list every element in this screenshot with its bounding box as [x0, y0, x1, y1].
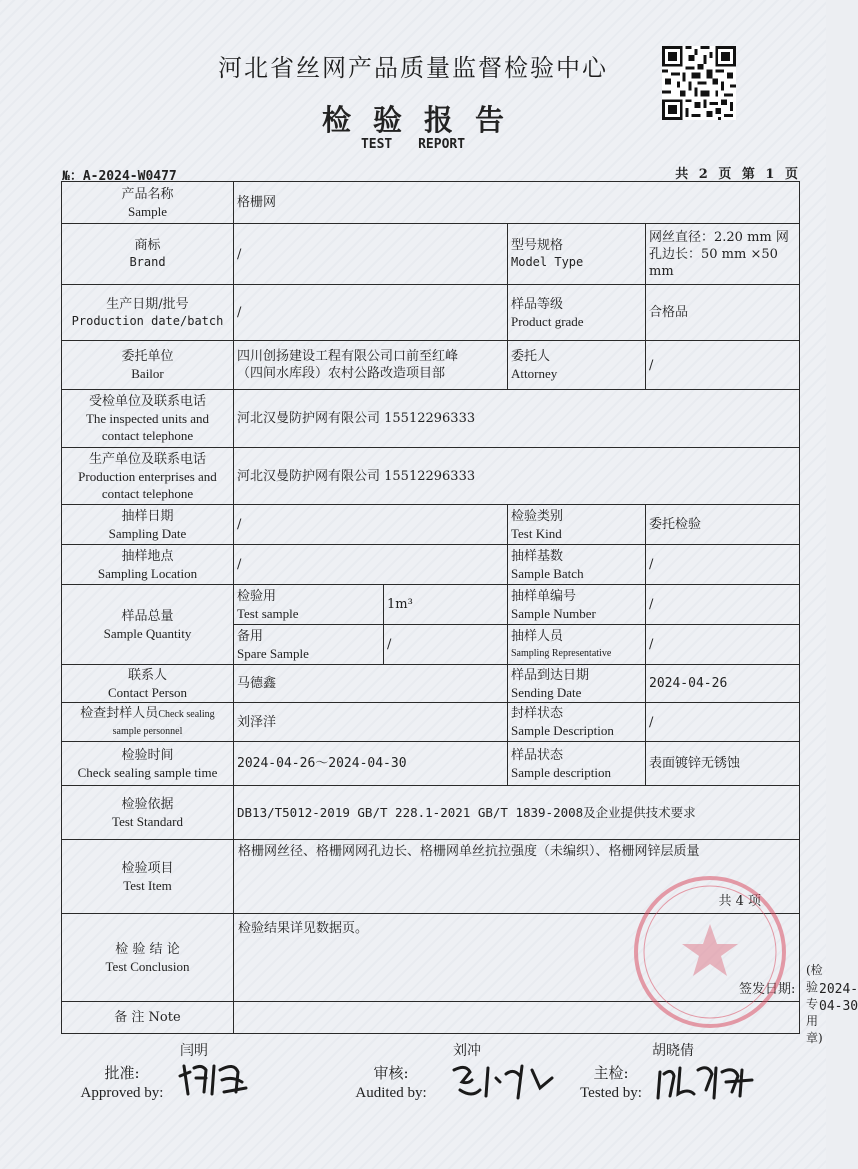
row-bailor — [62, 341, 800, 390]
report-number: №：A-2024-W0477 — [62, 169, 177, 184]
value-sample-status: 表面镀锌无锈蚀 — [646, 742, 800, 786]
row-producer — [62, 448, 800, 505]
audited-by-label: 审核: Audited by: — [355, 1064, 427, 1101]
row-test-item — [62, 840, 800, 914]
value-test-item — [234, 840, 800, 914]
row-sampling-location — [62, 545, 800, 585]
value-sending-date: 2024-04-26 — [646, 665, 800, 703]
label-contact: 联系人 Contact Person — [62, 665, 234, 703]
value-brand: / — [234, 224, 508, 285]
row-sample — [62, 182, 800, 224]
approver-name: 闫明 — [180, 1043, 208, 1059]
row-test-sample — [62, 585, 800, 625]
label-test-kind: 检验类别 Test Kind — [508, 505, 646, 545]
value-production-date: / — [234, 285, 508, 341]
row-standard — [62, 786, 800, 840]
label-grade: 样品等级 Product grade — [508, 285, 646, 341]
value-sampling-date: / — [234, 505, 508, 545]
value-test-sample: 1m³ — [384, 585, 508, 625]
value-sampling-rep: / — [646, 625, 800, 665]
label-brand: 商标 Brand — [62, 224, 234, 285]
value-inspected: 河北汉曼防护网有限公司 15512296333 — [234, 390, 800, 448]
label-sample: 产品名称 Sample — [62, 182, 234, 224]
label-standard: 检验依据 Test Standard — [62, 786, 234, 840]
label-attorney: 委托人 Attorney — [508, 341, 646, 390]
tester-name: 胡晓倩 — [652, 1043, 694, 1059]
approver-signature-icon — [176, 1058, 256, 1100]
value-sampling-location: / — [234, 545, 508, 585]
label-sampling-rep: 抽样人员 Sampling Representative — [508, 625, 646, 665]
conclusion-text: 检验结果详见数据页。 — [238, 921, 369, 936]
page-count: 共 2 页 第 1 页 — [675, 167, 798, 182]
value-note — [234, 1002, 800, 1034]
value-attorney: / — [646, 341, 800, 390]
label-sample-batch: 抽样基数 Sample Batch — [508, 545, 646, 585]
tested-by-label: 主检: Tested by: — [580, 1064, 642, 1101]
value-spare-sample: / — [384, 625, 508, 665]
qr-code-icon — [662, 46, 736, 120]
label-test-item: 检验项目 Test Item — [62, 840, 234, 914]
row-sampling-date — [62, 505, 800, 545]
value-seal-personnel: 刘泽洋 — [234, 703, 508, 742]
value-check-time: 2024-04-26～2024-04-30 — [234, 742, 508, 786]
label-conclusion: 检 验 结 论 Test Conclusion — [62, 914, 234, 1002]
value-sample-number: / — [646, 585, 800, 625]
value-conclusion — [234, 914, 858, 1045]
value-bailor: 四川创扬建设工程有限公司口前至红峰 （四间水库段）农村公路改造项目部 — [234, 341, 508, 390]
test-item-count: 共 4 项 — [718, 894, 762, 909]
report-title: 检验报告 — [321, 103, 526, 137]
row-brand — [62, 224, 800, 285]
label-seal-status: 封样状态 Sample Description — [508, 703, 646, 742]
label-model: 型号规格 Model Type — [508, 224, 646, 285]
label-sampling-date: 抽样日期 Sampling Date — [62, 505, 234, 545]
auditor-signature-icon — [448, 1060, 558, 1102]
label-note: 备 注 Note — [62, 1002, 234, 1034]
seal-caption: (检验专用章) — [806, 963, 823, 1045]
value-grade: 合格品 — [646, 285, 800, 341]
label-production-date: 生产日期/批号 Production date/batch — [62, 285, 234, 341]
label-check-time: 检验时间 Check sealing sample time — [62, 742, 234, 786]
approved-by-label: 批准: Approved by: — [80, 1064, 164, 1101]
label-inspected: 受检单位及联系电话 The inspected units and contact telephone — [62, 390, 234, 448]
test-item-list: 格栅网丝径、格栅网网孔边长、格栅网单丝抗拉强度（未编织）、格栅网锌层质量 — [238, 844, 700, 859]
organization-name: 河北省丝网产品质量监督检验中心 — [218, 54, 608, 82]
tester-signature-icon — [654, 1060, 758, 1104]
row-production — [62, 285, 800, 341]
label-sample-quantity: 样品总量 Sample Quantity — [62, 585, 234, 665]
row-contact — [62, 665, 800, 703]
value-seal-status: / — [646, 703, 800, 742]
value-sample: 格栅网 — [234, 182, 800, 224]
row-check-time — [62, 742, 800, 786]
label-sample-number: 抽样单编号 Sample Number — [508, 585, 646, 625]
row-inspected — [62, 390, 800, 448]
label-producer: 生产单位及联系电话 Production enterprises and contact telephone — [62, 448, 234, 505]
label-sampling-location: 抽样地点 Sampling Location — [62, 545, 234, 585]
value-sample-batch: / — [646, 545, 800, 585]
row-seal-personnel — [62, 703, 800, 742]
value-producer: 河北汉曼防护网有限公司 15512296333 — [234, 448, 800, 505]
report-subtitle: TEST REPORT — [360, 137, 466, 152]
row-conclusion — [62, 914, 800, 1002]
value-contact: 马德鑫 — [234, 665, 508, 703]
issue-date-label: 签发日期: — [739, 982, 796, 997]
value-standard: DB13/T5012-2019 GB/T 228.1-2021 GB/T 1839-2008及企业提供技术要求 — [234, 786, 800, 840]
label-test-sample: 检验用 Test sample — [234, 585, 384, 625]
label-spare-sample: 备用 Spare Sample — [234, 625, 384, 665]
label-sample-status: 样品状态 Sample description — [508, 742, 646, 786]
label-sending-date: 样品到达日期 Sending Date — [508, 665, 646, 703]
value-model: 网丝直径：2.20 mm 网 孔边长：50 mm ×50 mm — [646, 224, 800, 285]
label-seal-personnel: 检查封样人员Check sealing sample personnel — [62, 703, 234, 742]
issue-date-value: 2024-04-30 — [819, 982, 858, 1014]
label-bailor: 委托单位 Bailor — [62, 341, 234, 390]
auditor-name: 刘冲 — [453, 1043, 481, 1059]
row-note — [62, 1002, 800, 1034]
value-test-kind: 委托检验 — [646, 505, 800, 545]
report-table — [61, 181, 858, 1045]
